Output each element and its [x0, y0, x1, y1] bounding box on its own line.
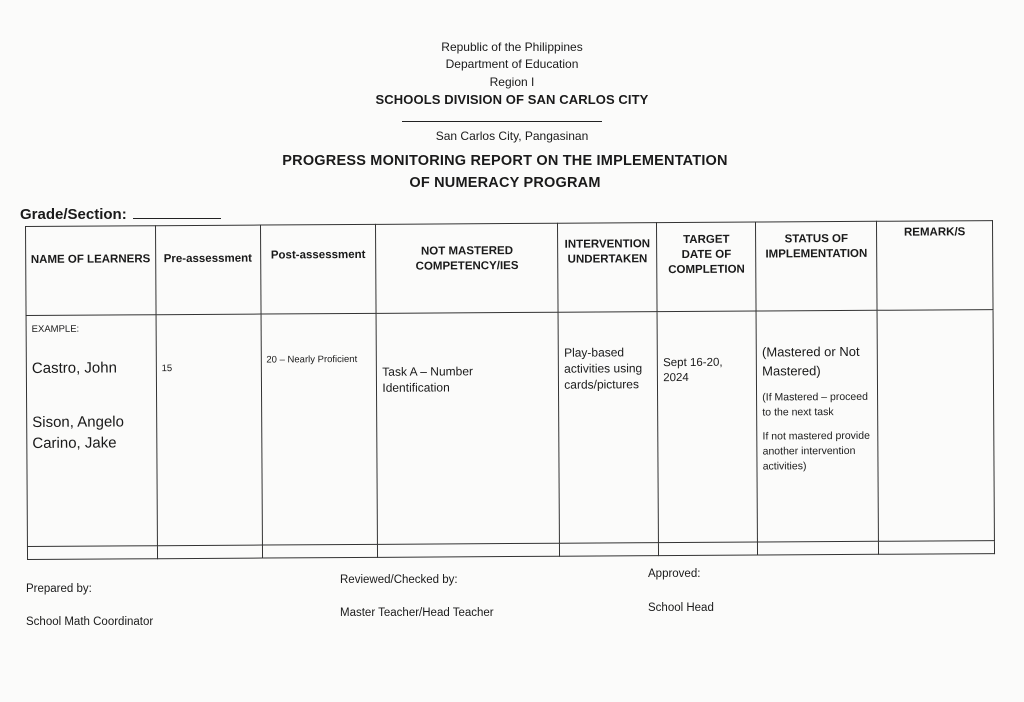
status-main: (Mastered or Not Mastered) — [761, 343, 860, 379]
reviewed-by-role: Master Teacher/Head Teacher — [340, 607, 494, 619]
target-date-value: Sept 16-20, 2024 — [663, 356, 723, 385]
cell-pre-assessment[interactable] — [156, 314, 262, 546]
cell-target-date[interactable] — [657, 311, 757, 543]
cell-intervention[interactable] — [558, 312, 658, 544]
learner-name: Sison, Angelo — [32, 413, 125, 431]
col-header-target-date: TARGET DATE OF COMPLETION — [657, 222, 757, 312]
empty-cell[interactable] — [659, 542, 758, 556]
empty-cell[interactable] — [157, 545, 262, 559]
col-header-not-mastered: NOT MASTERED COMPETENCY/IES — [376, 223, 558, 313]
report-title-line1: PROGRESS MONITORING REPORT ON THE IMPLEMENTATION — [282, 153, 728, 169]
approved-role: School Head — [648, 602, 714, 614]
header-location: San Carlos City, Pangasinan — [435, 129, 589, 143]
header-department: Department of Education — [445, 57, 579, 71]
post-assessment-value: 20 – Nearly Proficient — [266, 353, 358, 366]
learner-name: Carino, Jake — [32, 434, 117, 452]
learner-name: Castro, John — [31, 359, 117, 377]
report-title-line2: OF NUMERACY PROGRAM — [409, 175, 601, 191]
header-division: SCHOOLS DIVISION OF SAN CARLOS CITY — [375, 92, 649, 107]
intervention-value: Play-based activities using cards/pictures — [564, 345, 643, 392]
col-header-status: STATUS OF IMPLEMENTATION — [756, 221, 877, 311]
pre-assessment-value: 15 — [161, 363, 173, 375]
cell-remarks[interactable] — [877, 310, 994, 542]
approved-label: Approved: — [648, 568, 701, 580]
empty-cell[interactable] — [879, 541, 995, 555]
empty-cell[interactable] — [27, 546, 157, 560]
col-header-pre: Pre-assessment — [155, 225, 260, 315]
col-header-post: Post-assessment — [260, 224, 376, 314]
empty-cell[interactable] — [758, 541, 879, 555]
cell-learners[interactable] — [26, 315, 157, 547]
grade-section-field — [20, 206, 221, 223]
cell-post-assessment[interactable] — [261, 313, 378, 545]
table-header-row — [26, 221, 994, 316]
header-region: Region I — [489, 75, 535, 89]
cell-not-mastered[interactable] — [376, 312, 559, 544]
prepared-by-role: School Math Coordinator — [26, 616, 154, 628]
not-mastered-value: Task A – Number Identification — [382, 364, 474, 395]
empty-cell[interactable] — [560, 543, 659, 557]
grade-section-blank[interactable] — [133, 206, 221, 219]
status-note-not-mastered: If not mastered provide another intervention activities) — [762, 429, 870, 473]
col-header-name: NAME OF LEARNERS — [26, 226, 156, 316]
col-header-intervention: INTERVENTION UNDERTAKEN — [558, 223, 658, 313]
col-header-remarks: REMARK/S — [877, 221, 993, 311]
cell-status[interactable] — [756, 310, 878, 542]
table-row — [26, 310, 994, 547]
example-label: EXAMPLE: — [31, 323, 80, 335]
reviewed-by-label: Reviewed/Checked by: — [340, 574, 458, 586]
header-divider — [402, 121, 602, 122]
grade-section-label: Grade/Section: — [20, 206, 127, 223]
progress-table — [25, 220, 995, 560]
header-republic: Republic of the Philippines — [441, 40, 583, 54]
empty-cell[interactable] — [378, 543, 560, 557]
empty-cell[interactable] — [262, 544, 378, 558]
prepared-by-label: Prepared by: — [26, 583, 92, 595]
status-note-mastered: (If Mastered – proceed to the next task — [762, 390, 868, 419]
